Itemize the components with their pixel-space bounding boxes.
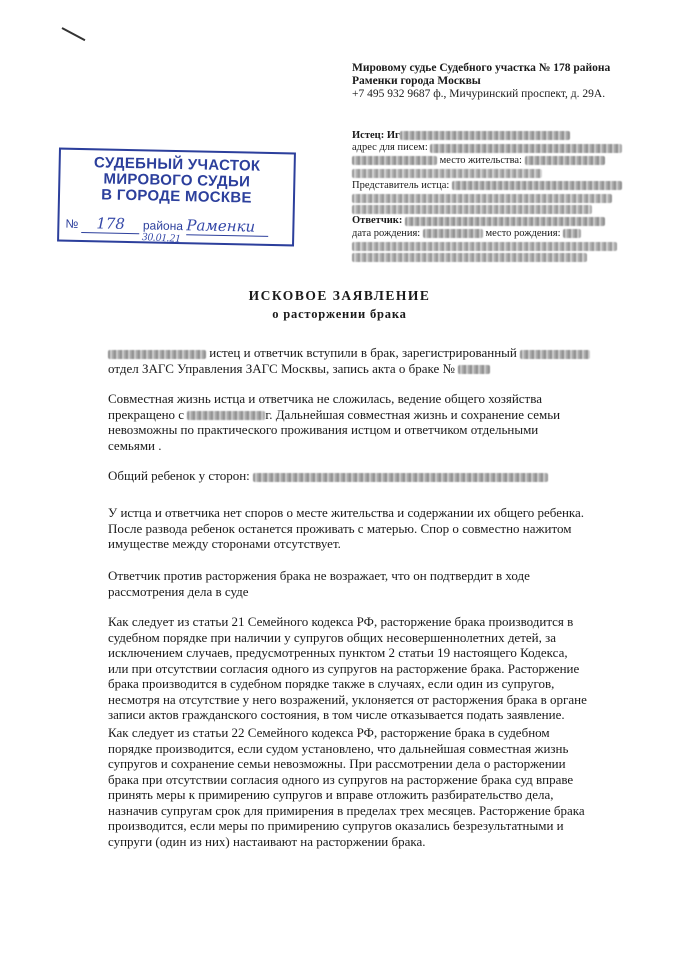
mail-address-line [352, 142, 642, 154]
paragraph-marriage [108, 345, 668, 376]
stamp-line-1: СУДЕБНЫЙ УЧАСТОК [93, 154, 261, 175]
p7-line: производится, если меры по примирению супругов оказались безрезультатными и [108, 818, 564, 833]
p5-line-1: Ответчик против расторжения брака не возражает, что он подтвердит в ходе [108, 568, 530, 583]
p4-line-3: имуществе между сторонами отсутствует. [108, 536, 341, 551]
paragraph-child [108, 468, 668, 484]
stamp-district-label: района [142, 218, 184, 234]
redacted-defendant-name [405, 217, 605, 226]
p7-line: принять меры к примирению супругов и вправе отложить разбирательство дела, [108, 787, 554, 802]
redacted-birthplace-cont-1 [352, 242, 617, 251]
addressee-line-3: +7 495 932 9687 ф., Мичуринский проспект, д. 29А. [352, 88, 606, 100]
p7-line: Как следует из статьи 22 Семейного кодекса РФ, расторжение брака в судебном [108, 725, 550, 740]
p2-line-3: невозможны по практического проживания истцом и ответчиком отдельными [108, 422, 539, 437]
redacted-residence-cont [352, 169, 542, 178]
defendant-label: Ответчик: [352, 215, 403, 227]
redacted-mail-address [430, 144, 622, 153]
pen-mark [62, 27, 86, 41]
redacted-separation-date [187, 411, 265, 420]
redacted-representative [452, 181, 622, 190]
stamp-line-3: В ГОРОДЕ МОСКВЕ [101, 186, 252, 207]
redacted-representative-cont-1 [352, 194, 612, 203]
stamp-district-value: Раменки [186, 216, 256, 236]
defendant-line [352, 215, 642, 227]
paragraph-defendant-consent [108, 568, 668, 599]
plaintiff-line [352, 130, 642, 142]
p2-line-2-post: г. Дальнейшая совместная жизнь и сохранение семьи [265, 406, 561, 422]
representative-line [352, 180, 642, 192]
redacted-birthdate [423, 229, 483, 238]
p6-line: брака производится в судебном порядке также в случаях, если один из супругов, [108, 676, 555, 691]
residence-label: место жительства: [439, 154, 522, 166]
paragraph-household [108, 391, 668, 453]
p5-line-2: рассмотрения дела в суде [108, 583, 249, 599]
p6-line: записи актов гражданского состояния, в том числе отказывается подать заявление. [108, 707, 565, 722]
redacted-plaintiff-name [400, 131, 570, 140]
plaintiff-name-prefix: Иг [386, 130, 400, 141]
plaintiff-label: Истец: [352, 130, 385, 141]
birthdate-label: дата рождения: [352, 227, 421, 239]
stamp-number-label: № [65, 216, 79, 231]
paragraph-article-21 [108, 614, 668, 723]
redacted-registry [520, 350, 590, 359]
mail-address-label: адрес для писем: [352, 142, 428, 154]
p2-line-1: Совместная жизнь истца и ответчика не сложилась, ведение общего хозяйства [108, 391, 542, 406]
p7-line: назначив супругам срок для примирения в пределах трех месяцев. Расторжение брака [108, 802, 585, 818]
stamp-date: 30.01.21 [141, 231, 181, 245]
p6-line: Как следует из статьи 21 Семейного кодекса РФ, расторжение брака производится в [108, 614, 574, 629]
redacted-birthplace-cont-2 [352, 253, 587, 262]
redacted-birthplace [563, 229, 581, 238]
stamp-number-value: 178 [96, 214, 126, 233]
redacted-representative-cont-2 [352, 205, 592, 214]
redacted-residence [525, 156, 605, 165]
p6-line: или при отсутствии согласия одного из супругов на расторжение брака. Расторжение [108, 660, 580, 676]
residence-line [352, 155, 642, 167]
p4-line-1: У истца и ответчика нет споров о месте жительства и содержании их общего ребенка. [108, 505, 585, 520]
birth-line [352, 228, 642, 240]
redacted-marriage-date [108, 350, 206, 359]
p2-line-4: семьями . [108, 437, 162, 453]
document-title: ИСКОВОЕ ЗАЯВЛЕНИЕ [248, 288, 431, 303]
p6-line: несмотря на отсутствие у него возражений, уклоняется от расторжения брака в органе [108, 691, 587, 707]
parties-block [352, 130, 642, 264]
document-subtitle: о расторжении брака [272, 307, 407, 321]
addressee-line-2: Раменки города Москвы [352, 75, 481, 87]
p7-line: брака при отсутствии согласия одного из супругов на расторжение брака суд вправе [108, 771, 574, 787]
paragraph-no-disputes [108, 505, 668, 552]
birthplace-label: место рождения: [485, 227, 561, 239]
p1b-text: отдел ЗАГС Управления ЗАГС Москвы, запись акта о браке № [108, 360, 455, 376]
p2-line-2-pre: прекращено с [108, 406, 185, 422]
p7-line: супруги (один из них) настаивают на расторжении брака. [108, 833, 426, 849]
p1-text: истец и ответчик вступили в брак, зарегистрированный [209, 345, 517, 360]
redacted-record-number [458, 365, 490, 374]
p7-line: порядке производится, если судом установлено, что дальнейшая совместная жизнь [108, 740, 569, 756]
p7-line: супругов и сохранение семьи невозможны. При рассмотрении дела о расторжении [108, 756, 566, 771]
representative-label: Представитель истца: [352, 179, 450, 191]
paragraph-article-22 [108, 725, 668, 849]
p6-line: исключением случаев, предусмотренных пунктом 2 статьи 19 настоящего Кодекса, [108, 645, 568, 660]
p3-text: Общий ребенок у сторон: [108, 468, 250, 483]
p4-line-2: После развода ребенок останется проживать с матерью. Спор о совместно нажитом [108, 520, 572, 536]
p6-line: судебном порядке при наличии у супругов общих несовершеннолетних детей, за [108, 629, 557, 645]
redacted-child-info [253, 473, 548, 482]
addressee-line-1: Мировому судье Судебного участка № 178 района [352, 62, 611, 74]
redacted-address-cont [352, 156, 437, 165]
addressee-block [352, 62, 672, 101]
stamp-line-2: МИРОВОГО СУДЬИ [103, 170, 251, 191]
court-stamp [57, 148, 296, 247]
